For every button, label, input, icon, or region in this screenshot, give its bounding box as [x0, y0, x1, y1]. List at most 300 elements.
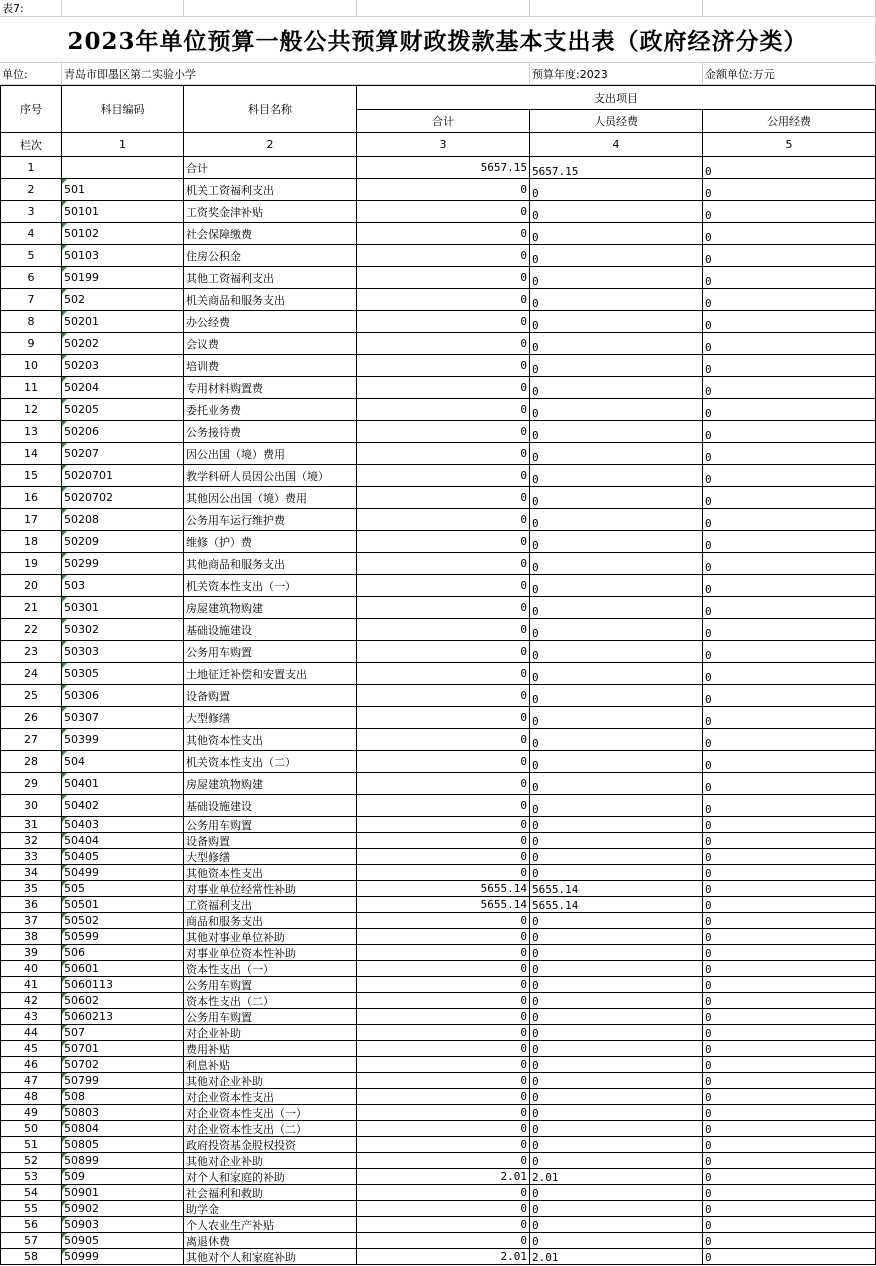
cell-public[interactable] [703, 377, 876, 399]
cell-name[interactable] [184, 1041, 357, 1057]
cell-code[interactable] [62, 1249, 184, 1265]
cell-public[interactable] [703, 913, 876, 929]
cell-personnel[interactable] [530, 1169, 703, 1185]
cell-seq[interactable] [0, 833, 62, 849]
cell-seq[interactable] [0, 509, 62, 531]
cell-code[interactable] [62, 1089, 184, 1105]
cell-public[interactable] [703, 245, 876, 267]
cell-code[interactable] [62, 311, 184, 333]
cell-personnel[interactable] [530, 245, 703, 267]
cell-seq[interactable] [0, 399, 62, 421]
cell-public[interactable] [703, 289, 876, 311]
cell-public[interactable] [703, 1153, 876, 1169]
cell-code[interactable] [62, 531, 184, 553]
cell-personnel[interactable] [530, 1089, 703, 1105]
cell-personnel[interactable] [530, 817, 703, 833]
cell-total[interactable] [357, 751, 530, 773]
cell-code[interactable] [62, 355, 184, 377]
cell-total[interactable] [357, 881, 530, 897]
cell-code[interactable] [62, 773, 184, 795]
cell-public[interactable] [703, 751, 876, 773]
cell-total[interactable] [357, 1105, 530, 1121]
cell-personnel[interactable] [530, 913, 703, 929]
cell-code[interactable] [62, 619, 184, 641]
cell-public[interactable] [703, 833, 876, 849]
cell-name[interactable] [184, 201, 357, 223]
cell-code[interactable] [62, 849, 184, 865]
cell-seq[interactable] [0, 1105, 62, 1121]
cell-name[interactable] [184, 311, 357, 333]
cell-code[interactable] [62, 487, 184, 509]
cell-name[interactable] [184, 245, 357, 267]
cell-name[interactable] [184, 865, 357, 881]
cell-seq[interactable] [0, 913, 62, 929]
cell-code[interactable] [62, 421, 184, 443]
cell-seq[interactable] [0, 945, 62, 961]
cell-personnel[interactable] [530, 1105, 703, 1121]
cell-name[interactable] [184, 663, 357, 685]
cell-name[interactable] [184, 619, 357, 641]
cell-seq[interactable] [0, 597, 62, 619]
cell-public[interactable] [703, 849, 876, 865]
cell-name[interactable] [184, 849, 357, 865]
cell-seq[interactable] [0, 267, 62, 289]
cell-personnel[interactable] [530, 1137, 703, 1153]
cell-personnel[interactable] [530, 833, 703, 849]
cell-name[interactable] [184, 1105, 357, 1121]
cell-personnel[interactable] [530, 1153, 703, 1169]
cell-code[interactable] [62, 913, 184, 929]
cell-total[interactable] [357, 641, 530, 663]
cell-public[interactable] [703, 465, 876, 487]
cell-seq[interactable] [0, 553, 62, 575]
cell-name[interactable] [184, 685, 357, 707]
cell-total[interactable] [357, 897, 530, 913]
cell-code[interactable] [62, 465, 184, 487]
cell-total[interactable] [357, 817, 530, 833]
cell-name[interactable] [184, 1217, 357, 1233]
cell-name[interactable] [184, 707, 357, 729]
cell-public[interactable] [703, 487, 876, 509]
cell-total[interactable] [357, 945, 530, 961]
cell-name[interactable] [184, 399, 357, 421]
cell-name[interactable] [184, 833, 357, 849]
cell-personnel[interactable] [530, 1073, 703, 1089]
cell-personnel[interactable] [530, 1249, 703, 1265]
cell-code[interactable] [62, 289, 184, 311]
cell-seq[interactable] [0, 245, 62, 267]
cell-personnel[interactable] [530, 157, 703, 179]
cell-public[interactable] [703, 597, 876, 619]
cell-total[interactable] [357, 399, 530, 421]
cell-public[interactable] [703, 1201, 876, 1217]
cell-name[interactable] [184, 729, 357, 751]
cell-seq[interactable] [0, 685, 62, 707]
cell-code[interactable] [62, 977, 184, 993]
cell-seq[interactable] [0, 729, 62, 751]
cell-personnel[interactable] [530, 597, 703, 619]
cell-personnel[interactable] [530, 945, 703, 961]
cell-personnel[interactable] [530, 993, 703, 1009]
cell-public[interactable] [703, 795, 876, 817]
cell-total[interactable] [357, 729, 530, 751]
cell-code[interactable] [62, 223, 184, 245]
cell-code[interactable] [62, 443, 184, 465]
cell-total[interactable] [357, 1121, 530, 1137]
cell-name[interactable] [184, 773, 357, 795]
cell-total[interactable] [357, 1153, 530, 1169]
cell-public[interactable] [703, 729, 876, 751]
cell-seq[interactable] [0, 355, 62, 377]
cell-code[interactable] [62, 1073, 184, 1089]
cell-seq[interactable] [0, 289, 62, 311]
cell-code[interactable] [62, 795, 184, 817]
cell-name[interactable] [184, 1233, 357, 1249]
cell-code[interactable] [62, 1041, 184, 1057]
cell-code[interactable] [62, 817, 184, 833]
cell-personnel[interactable] [530, 881, 703, 897]
cell-total[interactable] [357, 1057, 530, 1073]
cell-total[interactable] [357, 377, 530, 399]
cell-total[interactable] [357, 833, 530, 849]
cell-name[interactable] [184, 1137, 357, 1153]
cell-seq[interactable] [0, 929, 62, 945]
cell-code[interactable] [62, 1137, 184, 1153]
cell-personnel[interactable] [530, 531, 703, 553]
cell-personnel[interactable] [530, 685, 703, 707]
cell-code[interactable] [62, 553, 184, 575]
cell-seq[interactable] [0, 1121, 62, 1137]
cell-total[interactable] [357, 201, 530, 223]
cell-total[interactable] [357, 913, 530, 929]
cell-total[interactable] [357, 663, 530, 685]
cell-total[interactable] [357, 465, 530, 487]
cell-personnel[interactable] [530, 179, 703, 201]
cell-name[interactable] [184, 795, 357, 817]
cell-personnel[interactable] [530, 707, 703, 729]
cell-total[interactable] [357, 773, 530, 795]
cell-code[interactable] [62, 993, 184, 1009]
cell-personnel[interactable] [530, 223, 703, 245]
cell-total[interactable] [357, 575, 530, 597]
cell-name[interactable] [184, 333, 357, 355]
cell-public[interactable] [703, 333, 876, 355]
cell-name[interactable] [184, 929, 357, 945]
cell-name[interactable] [184, 289, 357, 311]
cell-personnel[interactable] [530, 487, 703, 509]
cell-total[interactable] [357, 1249, 530, 1265]
cell-code[interactable] [62, 1233, 184, 1249]
cell-public[interactable] [703, 575, 876, 597]
cell-seq[interactable] [0, 961, 62, 977]
cell-seq[interactable] [0, 1089, 62, 1105]
cell-public[interactable] [703, 707, 876, 729]
cell-name[interactable] [184, 1089, 357, 1105]
cell-personnel[interactable] [530, 267, 703, 289]
cell-personnel[interactable] [530, 663, 703, 685]
cell-total[interactable] [357, 1041, 530, 1057]
cell-personnel[interactable] [530, 1057, 703, 1073]
cell-total[interactable] [357, 223, 530, 245]
cell-public[interactable] [703, 179, 876, 201]
cell-seq[interactable] [0, 1185, 62, 1201]
cell-name[interactable] [184, 377, 357, 399]
cell-name[interactable] [184, 1249, 357, 1265]
cell-code[interactable] [62, 1185, 184, 1201]
cell-seq[interactable] [0, 751, 62, 773]
cell-seq[interactable] [0, 1009, 62, 1025]
cell-personnel[interactable] [530, 399, 703, 421]
cell-seq[interactable] [0, 707, 62, 729]
cell-code[interactable] [62, 833, 184, 849]
cell-code[interactable] [62, 1217, 184, 1233]
cell-name[interactable] [184, 421, 357, 443]
cell-total[interactable] [357, 1089, 530, 1105]
cell-total[interactable] [357, 1073, 530, 1089]
cell-name[interactable] [184, 1073, 357, 1089]
cell-name[interactable] [184, 1185, 357, 1201]
cell-seq[interactable] [0, 1137, 62, 1153]
cell-public[interactable] [703, 685, 876, 707]
cell-personnel[interactable] [530, 1185, 703, 1201]
cell-public[interactable] [703, 773, 876, 795]
cell-seq[interactable] [0, 897, 62, 913]
cell-name[interactable] [184, 223, 357, 245]
cell-code[interactable] [62, 663, 184, 685]
cell-personnel[interactable] [530, 421, 703, 443]
cell-personnel[interactable] [530, 575, 703, 597]
cell-personnel[interactable] [530, 751, 703, 773]
cell-seq[interactable] [0, 1217, 62, 1233]
cell-code[interactable] [62, 157, 184, 179]
cell-public[interactable] [703, 157, 876, 179]
cell-public[interactable] [703, 865, 876, 881]
cell-code[interactable] [62, 1201, 184, 1217]
cell-personnel[interactable] [530, 641, 703, 663]
cell-name[interactable] [184, 157, 357, 179]
cell-seq[interactable] [0, 881, 62, 897]
cell-public[interactable] [703, 993, 876, 1009]
cell-name[interactable] [184, 465, 357, 487]
cell-total[interactable] [357, 311, 530, 333]
cell-total[interactable] [357, 179, 530, 201]
cell-name[interactable] [184, 443, 357, 465]
cell-total[interactable] [357, 531, 530, 553]
cell-name[interactable] [184, 1201, 357, 1217]
cell-name[interactable] [184, 509, 357, 531]
cell-public[interactable] [703, 355, 876, 377]
cell-code[interactable] [62, 1105, 184, 1121]
cell-public[interactable] [703, 1073, 876, 1089]
cell-public[interactable] [703, 399, 876, 421]
cell-total[interactable] [357, 961, 530, 977]
cell-name[interactable] [184, 1153, 357, 1169]
cell-seq[interactable] [0, 333, 62, 355]
cell-total[interactable] [357, 289, 530, 311]
cell-name[interactable] [184, 1009, 357, 1025]
cell-total[interactable] [357, 1217, 530, 1233]
cell-total[interactable] [357, 509, 530, 531]
cell-name[interactable] [184, 267, 357, 289]
cell-name[interactable] [184, 575, 357, 597]
cell-name[interactable] [184, 977, 357, 993]
cell-code[interactable] [62, 1009, 184, 1025]
cell-public[interactable] [703, 1089, 876, 1105]
cell-seq[interactable] [0, 1169, 62, 1185]
cell-seq[interactable] [0, 1041, 62, 1057]
cell-code[interactable] [62, 1057, 184, 1073]
cell-total[interactable] [357, 1169, 530, 1185]
cell-public[interactable] [703, 929, 876, 945]
cell-seq[interactable] [0, 1025, 62, 1041]
cell-name[interactable] [184, 881, 357, 897]
cell-total[interactable] [357, 1233, 530, 1249]
cell-name[interactable] [184, 945, 357, 961]
cell-code[interactable] [62, 333, 184, 355]
cell-total[interactable] [357, 355, 530, 377]
cell-personnel[interactable] [530, 1201, 703, 1217]
cell-public[interactable] [703, 1041, 876, 1057]
cell-name[interactable] [184, 1057, 357, 1073]
cell-name[interactable] [184, 1169, 357, 1185]
cell-public[interactable] [703, 945, 876, 961]
cell-personnel[interactable] [530, 1217, 703, 1233]
cell-seq[interactable] [0, 795, 62, 817]
cell-personnel[interactable] [530, 619, 703, 641]
cell-total[interactable] [357, 929, 530, 945]
cell-name[interactable] [184, 961, 357, 977]
cell-code[interactable] [62, 729, 184, 751]
cell-public[interactable] [703, 881, 876, 897]
cell-name[interactable] [184, 531, 357, 553]
cell-total[interactable] [357, 1137, 530, 1153]
cell-public[interactable] [703, 1249, 876, 1265]
cell-code[interactable] [62, 707, 184, 729]
cell-code[interactable] [62, 961, 184, 977]
cell-seq[interactable] [0, 311, 62, 333]
cell-total[interactable] [357, 1025, 530, 1041]
cell-total[interactable] [357, 1201, 530, 1217]
cell-seq[interactable] [0, 1057, 62, 1073]
cell-personnel[interactable] [530, 377, 703, 399]
cell-public[interactable] [703, 267, 876, 289]
cell-name[interactable] [184, 597, 357, 619]
cell-personnel[interactable] [530, 311, 703, 333]
cell-code[interactable] [62, 897, 184, 913]
cell-code[interactable] [62, 597, 184, 619]
cell-code[interactable] [62, 881, 184, 897]
cell-public[interactable] [703, 1137, 876, 1153]
cell-personnel[interactable] [530, 465, 703, 487]
cell-name[interactable] [184, 751, 357, 773]
cell-personnel[interactable] [530, 977, 703, 993]
cell-public[interactable] [703, 553, 876, 575]
cell-total[interactable] [357, 157, 530, 179]
cell-personnel[interactable] [530, 865, 703, 881]
cell-seq[interactable] [0, 1073, 62, 1089]
cell-public[interactable] [703, 961, 876, 977]
cell-code[interactable] [62, 1121, 184, 1137]
cell-seq[interactable] [0, 1249, 62, 1265]
cell-code[interactable] [62, 509, 184, 531]
cell-total[interactable] [357, 443, 530, 465]
cell-public[interactable] [703, 223, 876, 245]
cell-seq[interactable] [0, 531, 62, 553]
cell-total[interactable] [357, 865, 530, 881]
cell-total[interactable] [357, 487, 530, 509]
cell-personnel[interactable] [530, 1233, 703, 1249]
cell-seq[interactable] [0, 575, 62, 597]
cell-code[interactable] [62, 945, 184, 961]
cell-code[interactable] [62, 865, 184, 881]
cell-seq[interactable] [0, 977, 62, 993]
cell-code[interactable] [62, 267, 184, 289]
cell-seq[interactable] [0, 865, 62, 881]
cell-total[interactable] [357, 333, 530, 355]
cell-personnel[interactable] [530, 1121, 703, 1137]
cell-code[interactable] [62, 1025, 184, 1041]
cell-personnel[interactable] [530, 1041, 703, 1057]
cell-seq[interactable] [0, 663, 62, 685]
cell-total[interactable] [357, 421, 530, 443]
cell-total[interactable] [357, 795, 530, 817]
cell-personnel[interactable] [530, 201, 703, 223]
cell-seq[interactable] [0, 1201, 62, 1217]
cell-name[interactable] [184, 1121, 357, 1137]
cell-personnel[interactable] [530, 1025, 703, 1041]
cell-seq[interactable] [0, 179, 62, 201]
cell-total[interactable] [357, 707, 530, 729]
cell-name[interactable] [184, 553, 357, 575]
cell-seq[interactable] [0, 641, 62, 663]
cell-public[interactable] [703, 1169, 876, 1185]
cell-seq[interactable] [0, 849, 62, 865]
cell-public[interactable] [703, 1025, 876, 1041]
cell-code[interactable] [62, 929, 184, 945]
cell-total[interactable] [357, 267, 530, 289]
cell-code[interactable] [62, 751, 184, 773]
cell-seq[interactable] [0, 421, 62, 443]
cell-seq[interactable] [0, 993, 62, 1009]
cell-seq[interactable] [0, 1233, 62, 1249]
cell-code[interactable] [62, 245, 184, 267]
cell-public[interactable] [703, 663, 876, 685]
cell-public[interactable] [703, 531, 876, 553]
cell-name[interactable] [184, 1025, 357, 1041]
cell-code[interactable] [62, 377, 184, 399]
cell-public[interactable] [703, 443, 876, 465]
cell-personnel[interactable] [530, 289, 703, 311]
cell-public[interactable] [703, 1121, 876, 1137]
cell-public[interactable] [703, 509, 876, 531]
cell-name[interactable] [184, 913, 357, 929]
cell-seq[interactable] [0, 443, 62, 465]
cell-public[interactable] [703, 1233, 876, 1249]
cell-personnel[interactable] [530, 897, 703, 913]
cell-public[interactable] [703, 311, 876, 333]
cell-total[interactable] [357, 993, 530, 1009]
cell-name[interactable] [184, 179, 357, 201]
cell-code[interactable] [62, 685, 184, 707]
cell-code[interactable] [62, 1153, 184, 1169]
cell-personnel[interactable] [530, 729, 703, 751]
cell-public[interactable] [703, 1057, 876, 1073]
cell-name[interactable] [184, 817, 357, 833]
cell-seq[interactable] [0, 465, 62, 487]
cell-personnel[interactable] [530, 509, 703, 531]
cell-seq[interactable] [0, 1153, 62, 1169]
cell-personnel[interactable] [530, 355, 703, 377]
